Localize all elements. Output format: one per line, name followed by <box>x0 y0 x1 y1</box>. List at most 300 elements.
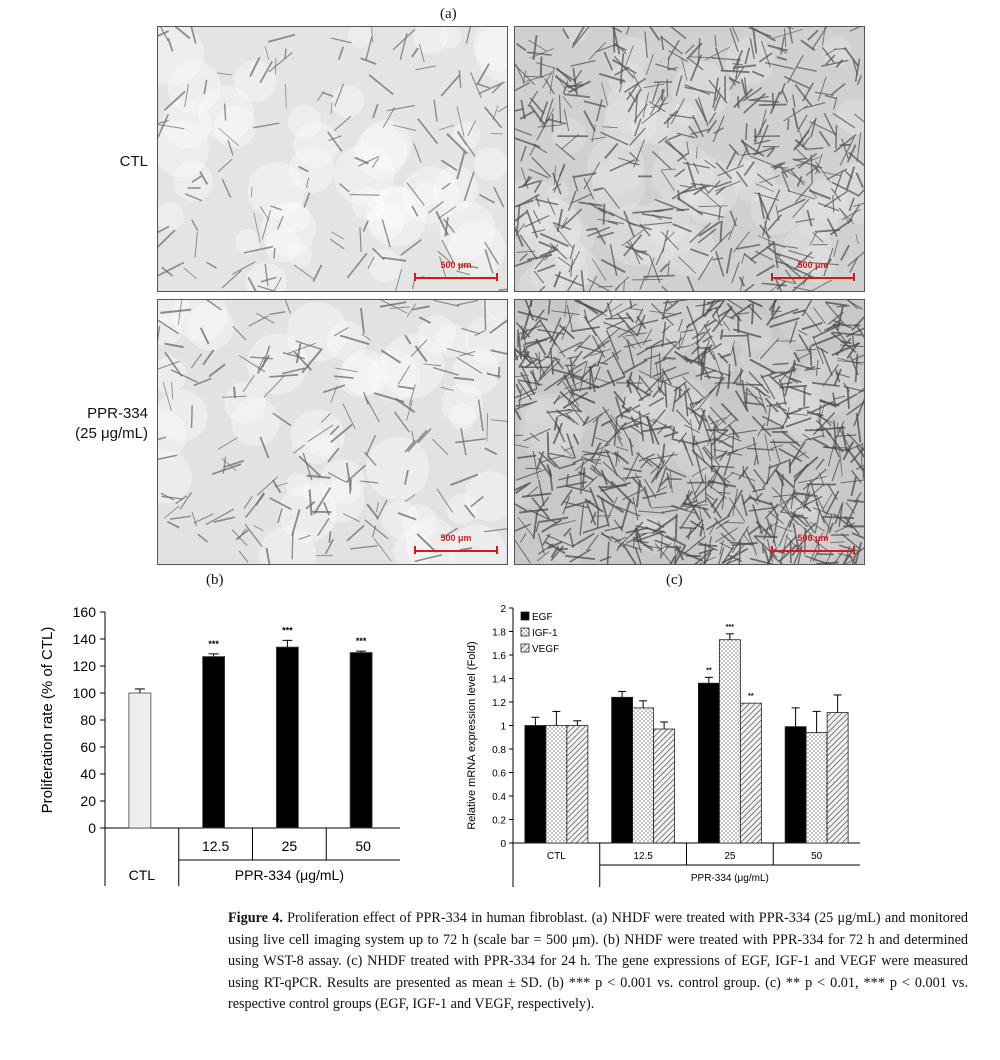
cell-shape <box>813 439 829 447</box>
y-tick-label: 80 <box>80 712 96 728</box>
cell-shape <box>594 378 609 383</box>
cell-shape <box>616 447 628 451</box>
cell-shape <box>528 40 546 51</box>
cell-shape <box>360 227 361 252</box>
cell-shape <box>811 118 816 138</box>
cell-shape <box>286 84 287 109</box>
cell-shape <box>455 439 485 443</box>
cell-shape <box>520 111 535 119</box>
cell-shape <box>772 29 802 38</box>
y-tick-label: 0 <box>500 839 506 850</box>
cell-shape <box>816 562 839 564</box>
cell-shape <box>797 353 810 359</box>
cell-shape <box>192 220 198 231</box>
scale-bar <box>771 533 855 553</box>
cell-shape <box>457 301 478 305</box>
y-tick-label: 100 <box>72 685 96 701</box>
micrograph-ctl-72h <box>514 26 865 292</box>
cell-shape <box>614 520 623 532</box>
cell-shape <box>721 221 722 242</box>
significance-marker: *** <box>725 623 734 631</box>
cell-shape <box>554 357 563 369</box>
cell-shape <box>690 57 716 58</box>
cell-shape <box>623 468 641 471</box>
y-tick-label: 0 <box>88 820 96 836</box>
panel-a-label: (a) <box>440 6 457 22</box>
significance-marker: *** <box>355 636 367 647</box>
cell-shape <box>583 468 585 489</box>
cell-shape <box>711 442 712 472</box>
cell-shape <box>771 445 783 449</box>
cell-shape <box>777 57 787 60</box>
y-axis-label: Relative mRNA expression level (Fold) <box>466 641 478 830</box>
cell-shape <box>485 448 497 454</box>
cell-shape <box>209 364 225 376</box>
cell-shape <box>627 27 630 34</box>
cell-texture <box>515 27 864 291</box>
background-blob <box>474 147 507 180</box>
cell-shape <box>734 232 750 252</box>
cell-shape <box>350 479 351 493</box>
bar-VEGF-50 <box>827 713 848 843</box>
cell-shape <box>660 36 682 54</box>
cell-shape <box>597 99 602 121</box>
cell-shape <box>573 459 582 463</box>
cell-shape <box>515 125 532 136</box>
cell-shape <box>526 468 541 469</box>
row-label-ctl-line1: CTL <box>119 153 148 170</box>
cell-shape <box>837 435 856 436</box>
cell-shape <box>530 105 544 124</box>
cell-shape <box>763 465 779 488</box>
cell-shape <box>784 28 785 47</box>
cell-shape <box>412 48 418 57</box>
cell-shape <box>851 477 856 496</box>
cell-shape <box>245 524 262 547</box>
cell-shape <box>164 506 179 518</box>
cell-shape <box>831 332 861 335</box>
significance-marker: *** <box>282 625 293 636</box>
background-blob <box>836 99 864 135</box>
cell-shape <box>441 75 460 96</box>
cell-shape <box>269 312 285 315</box>
cell-shape <box>797 115 807 132</box>
cell-shape <box>563 96 572 108</box>
legend-label-IGF-1: IGF-1 <box>532 628 558 639</box>
background-blob <box>726 37 774 85</box>
cell-shape <box>584 101 606 107</box>
cell-shape <box>485 107 502 128</box>
cell-shape <box>659 353 660 380</box>
cell-shape <box>662 286 669 291</box>
cell-shape <box>418 429 431 443</box>
cell-shape <box>640 460 648 468</box>
cell-shape <box>676 514 677 540</box>
background-blob <box>334 145 395 206</box>
caption-text: Proliferation effect of PPR-334 in human fibroblast. (a) NHDF were treated with PPR-334 (25 μg/mL) and monitored using live cell imaging system up to 72 h (scale bar = 500 μm). (b) NHDF were treated with PPR-334 for 72 h and determined using WST-8 assay. (c) NHDF treated with PPR-334 for 24 h. The gene expressions of EGF, IGF-1 and VEGF were measured using RT-qPCR. Results are presented as mean ± SD. (b) *** p < 0.001 vs. control group. (c) ** p < 0.01, *** p < 0.001 vs. respective control groups (EGF, IGF-1 and VEGF, respectively). <box>228 910 969 1012</box>
cell-shape <box>656 64 677 70</box>
row-label-ppr <box>40 404 148 444</box>
cell-shape <box>858 75 862 84</box>
cell-shape <box>604 203 605 224</box>
bar-IGF-1-50 <box>806 733 827 843</box>
y-tick-label: 2 <box>500 604 506 615</box>
cell-shape <box>605 318 631 319</box>
cell-shape <box>693 436 694 447</box>
cell-shape <box>856 234 858 244</box>
cell-shape <box>376 502 378 512</box>
cell-shape <box>754 469 765 483</box>
cell-shape <box>747 448 774 450</box>
cell-shape <box>498 106 507 112</box>
micrograph-ppr-0h <box>157 299 508 565</box>
cell-texture <box>515 300 864 564</box>
cell-shape <box>374 538 391 561</box>
cell-shape <box>559 165 564 176</box>
cell-texture <box>158 300 507 564</box>
cell-shape <box>515 65 535 85</box>
cell-shape <box>544 375 566 390</box>
cell-shape <box>841 245 849 260</box>
legend-label-VEGF: VEGF <box>532 644 560 655</box>
background-blob <box>214 106 256 148</box>
cell-shape <box>749 525 761 534</box>
cell-shape <box>662 89 663 100</box>
micrograph-ctl-0h <box>157 26 508 292</box>
scale-bar <box>414 260 498 280</box>
cell-shape <box>651 507 672 509</box>
cell-shape <box>360 58 376 64</box>
cell-shape <box>560 464 575 468</box>
x-tick-label: 12.5 <box>202 838 230 854</box>
cell-shape <box>836 125 837 149</box>
cell-shape <box>331 102 332 114</box>
bar-CTL <box>129 693 151 828</box>
cell-shape <box>643 84 664 88</box>
cell-shape <box>433 300 459 306</box>
cell-shape <box>600 485 628 487</box>
group-label-ppr: PPR-334 (μg/mL) <box>234 867 344 883</box>
cell-shape <box>748 100 779 102</box>
cell-shape <box>517 456 536 458</box>
cell-shape <box>651 348 652 378</box>
cell-shape <box>571 61 596 67</box>
cell-shape <box>632 279 663 280</box>
figure-caption <box>228 908 968 1016</box>
cell-shape <box>536 63 556 69</box>
cell-shape <box>400 33 407 60</box>
legend-label-EGF: EGF <box>532 612 553 623</box>
cell-shape <box>520 533 525 542</box>
cell-shape <box>622 499 631 530</box>
cell-shape <box>459 70 460 88</box>
cell-shape <box>236 530 248 540</box>
y-tick-label: 1 <box>500 721 506 733</box>
bar-VEGF-CTL <box>567 726 588 844</box>
cell-shape <box>350 195 380 196</box>
cell-shape <box>679 528 696 529</box>
cell-shape <box>415 66 436 70</box>
cell-shape <box>600 557 611 561</box>
cell-shape <box>184 268 197 279</box>
cell-shape <box>828 437 835 467</box>
cell-shape <box>322 92 333 96</box>
group-label-ctl: CTL <box>128 867 156 883</box>
cell-shape <box>466 27 471 43</box>
cell-shape <box>762 428 784 430</box>
scale-bar-label: 500 μm <box>440 260 472 270</box>
cell-shape <box>515 260 532 269</box>
cell-shape <box>256 313 274 323</box>
cell-shape <box>479 82 504 93</box>
cell-shape <box>815 92 834 95</box>
scale-bar <box>771 260 855 280</box>
cell-shape <box>796 349 816 350</box>
y-tick-label: 120 <box>72 658 96 674</box>
scale-bar <box>414 533 498 553</box>
cell-shape <box>676 209 689 210</box>
legend-swatch-VEGF <box>521 644 529 652</box>
cell-shape <box>823 517 854 518</box>
cell-shape <box>206 509 234 524</box>
cell-shape <box>412 306 429 309</box>
cell-shape <box>594 516 611 517</box>
cell-shape <box>565 300 567 316</box>
background-blob <box>288 105 321 138</box>
cell-shape <box>339 47 344 60</box>
cell-shape <box>545 78 555 94</box>
bar-EGF-25 <box>698 683 719 843</box>
cell-shape <box>580 397 594 402</box>
cell-shape <box>548 300 551 314</box>
cell-shape <box>794 464 808 482</box>
cell-shape <box>687 276 694 291</box>
cell-shape <box>343 404 355 429</box>
cell-shape <box>517 44 526 51</box>
background-blob <box>368 249 401 282</box>
bar-VEGF-12.5 <box>654 729 675 843</box>
cell-shape <box>663 27 686 39</box>
cell-shape <box>390 307 410 309</box>
x-tick-label: 12.5 <box>633 851 653 862</box>
cell-shape <box>700 524 703 537</box>
cell-shape <box>767 247 780 257</box>
cell-shape <box>607 542 609 564</box>
row-label-ppr-line1: PPR-334 <box>87 405 148 422</box>
cell-shape <box>251 187 252 197</box>
cell-shape <box>498 289 507 290</box>
bar-12.5 <box>203 657 225 828</box>
cell-shape <box>744 471 755 492</box>
cell-shape <box>516 469 545 480</box>
cell-shape <box>580 504 584 535</box>
background-blob <box>450 404 476 430</box>
y-tick-label: 60 <box>80 739 96 755</box>
cell-shape <box>627 339 634 366</box>
cell-shape <box>832 459 840 481</box>
cell-shape <box>824 447 846 448</box>
cell-shape <box>714 426 715 457</box>
cell-shape <box>167 522 179 528</box>
cell-shape <box>439 125 454 130</box>
cell-shape <box>601 82 607 105</box>
cell-shape <box>493 105 498 120</box>
cell-shape <box>192 405 193 428</box>
cell-shape <box>373 104 378 118</box>
cell-shape <box>332 232 344 239</box>
y-tick-label: 1.2 <box>492 698 506 709</box>
cell-shape <box>661 510 678 513</box>
caption-label: Figure 4. <box>228 910 283 926</box>
cell-shape <box>548 432 549 458</box>
cell-shape <box>839 427 850 448</box>
cell-texture <box>158 27 507 291</box>
cell-shape <box>765 434 771 461</box>
cell-shape <box>788 55 803 83</box>
cell-shape <box>604 52 612 70</box>
cell-shape <box>407 304 416 317</box>
cell-shape <box>834 420 836 449</box>
bar-VEGF-25 <box>740 703 761 843</box>
cell-shape <box>819 131 829 146</box>
background-blob <box>265 228 300 263</box>
cell-shape <box>598 509 599 528</box>
x-tick-label: 25 <box>724 851 736 862</box>
scale-bar-label: 500 μm <box>797 260 829 270</box>
cell-shape <box>730 211 736 226</box>
cell-shape <box>434 100 437 122</box>
cell-shape <box>559 95 560 124</box>
background-blob <box>158 203 184 231</box>
cell-shape <box>274 248 275 258</box>
background-blob <box>452 121 480 149</box>
background-blob <box>158 390 208 442</box>
cell-shape <box>754 455 756 465</box>
cell-shape <box>268 35 295 42</box>
cell-shape <box>334 116 351 130</box>
cell-shape <box>317 92 323 101</box>
group-label-ppr: PPR-334 (μg/mL) <box>690 873 769 884</box>
micrograph-ppr-72h <box>514 299 865 565</box>
cell-shape <box>292 533 293 560</box>
cell-shape <box>622 360 647 374</box>
scale-bar-label: 500 μm <box>440 533 472 543</box>
cell-shape <box>595 438 607 442</box>
cell-shape <box>222 179 230 198</box>
cell-shape <box>811 155 812 183</box>
cell-shape <box>244 496 252 508</box>
cell-shape <box>831 83 845 94</box>
cell-shape <box>257 477 278 496</box>
background-blob <box>366 437 429 500</box>
cell-shape <box>612 536 624 548</box>
cell-shape <box>742 254 745 264</box>
cell-shape <box>498 367 499 379</box>
bar-IGF-1-12.5 <box>633 708 654 843</box>
cell-shape <box>584 111 595 131</box>
x-tick-label: CTL <box>546 851 566 862</box>
cell-shape <box>837 306 850 307</box>
cell-shape <box>414 144 421 163</box>
cell-shape <box>525 73 551 82</box>
y-tick-label: 0.4 <box>492 792 506 803</box>
bar-50 <box>350 653 372 829</box>
y-tick-label: 20 <box>80 793 96 809</box>
cell-shape <box>256 493 264 506</box>
cell-shape <box>658 466 667 492</box>
cell-shape <box>239 551 248 563</box>
background-blob <box>447 494 478 525</box>
cell-shape <box>515 83 530 92</box>
background-blob <box>750 184 801 235</box>
cell-shape <box>158 230 175 251</box>
cell-shape <box>323 385 345 392</box>
cell-shape <box>394 412 409 433</box>
cell-shape <box>191 354 202 368</box>
cell-shape <box>476 84 489 88</box>
cell-shape <box>418 119 438 144</box>
cell-shape <box>804 103 826 108</box>
panel-b-label: (b) <box>206 572 224 588</box>
cell-shape <box>793 108 798 129</box>
cell-shape <box>846 502 855 513</box>
cell-shape <box>480 195 495 203</box>
cell-shape <box>198 534 208 542</box>
cell-shape <box>793 95 795 108</box>
cell-shape <box>807 148 824 149</box>
cell-shape <box>729 218 737 240</box>
cell-shape <box>347 526 364 542</box>
cell-shape <box>773 493 805 496</box>
cell-shape <box>734 89 753 108</box>
cell-shape <box>225 104 226 121</box>
cell-shape <box>265 46 269 60</box>
cell-shape <box>788 119 789 130</box>
cell-shape <box>329 531 330 543</box>
cell-shape <box>217 73 232 75</box>
cell-shape <box>727 248 732 273</box>
cell-shape <box>515 137 540 147</box>
cell-shape <box>304 193 309 208</box>
proliferation-chart <box>30 596 410 891</box>
cell-shape <box>170 516 191 519</box>
cell-shape <box>218 159 232 172</box>
background-blob <box>162 100 211 149</box>
x-tick-label: 50 <box>811 851 823 862</box>
y-tick-label: 1.8 <box>492 627 506 639</box>
y-tick-label: 0.2 <box>492 815 506 827</box>
y-tick-label: 0.8 <box>492 745 506 756</box>
cell-shape <box>487 413 488 441</box>
cell-shape <box>824 113 835 136</box>
cell-shape <box>248 316 268 326</box>
cell-shape <box>716 251 724 276</box>
cell-shape <box>724 522 744 523</box>
cell-shape <box>770 311 782 312</box>
cell-shape <box>825 95 837 98</box>
mrna-expression-chart <box>455 596 875 891</box>
cell-shape <box>521 146 526 162</box>
cell-shape <box>203 350 213 365</box>
x-tick-label: 50 <box>355 838 371 854</box>
cell-shape <box>253 123 279 128</box>
cell-shape <box>347 253 366 278</box>
cell-shape <box>387 105 415 110</box>
cell-shape <box>808 30 818 40</box>
cell-shape <box>853 335 854 347</box>
cell-shape <box>550 470 552 491</box>
cell-shape <box>743 284 754 291</box>
